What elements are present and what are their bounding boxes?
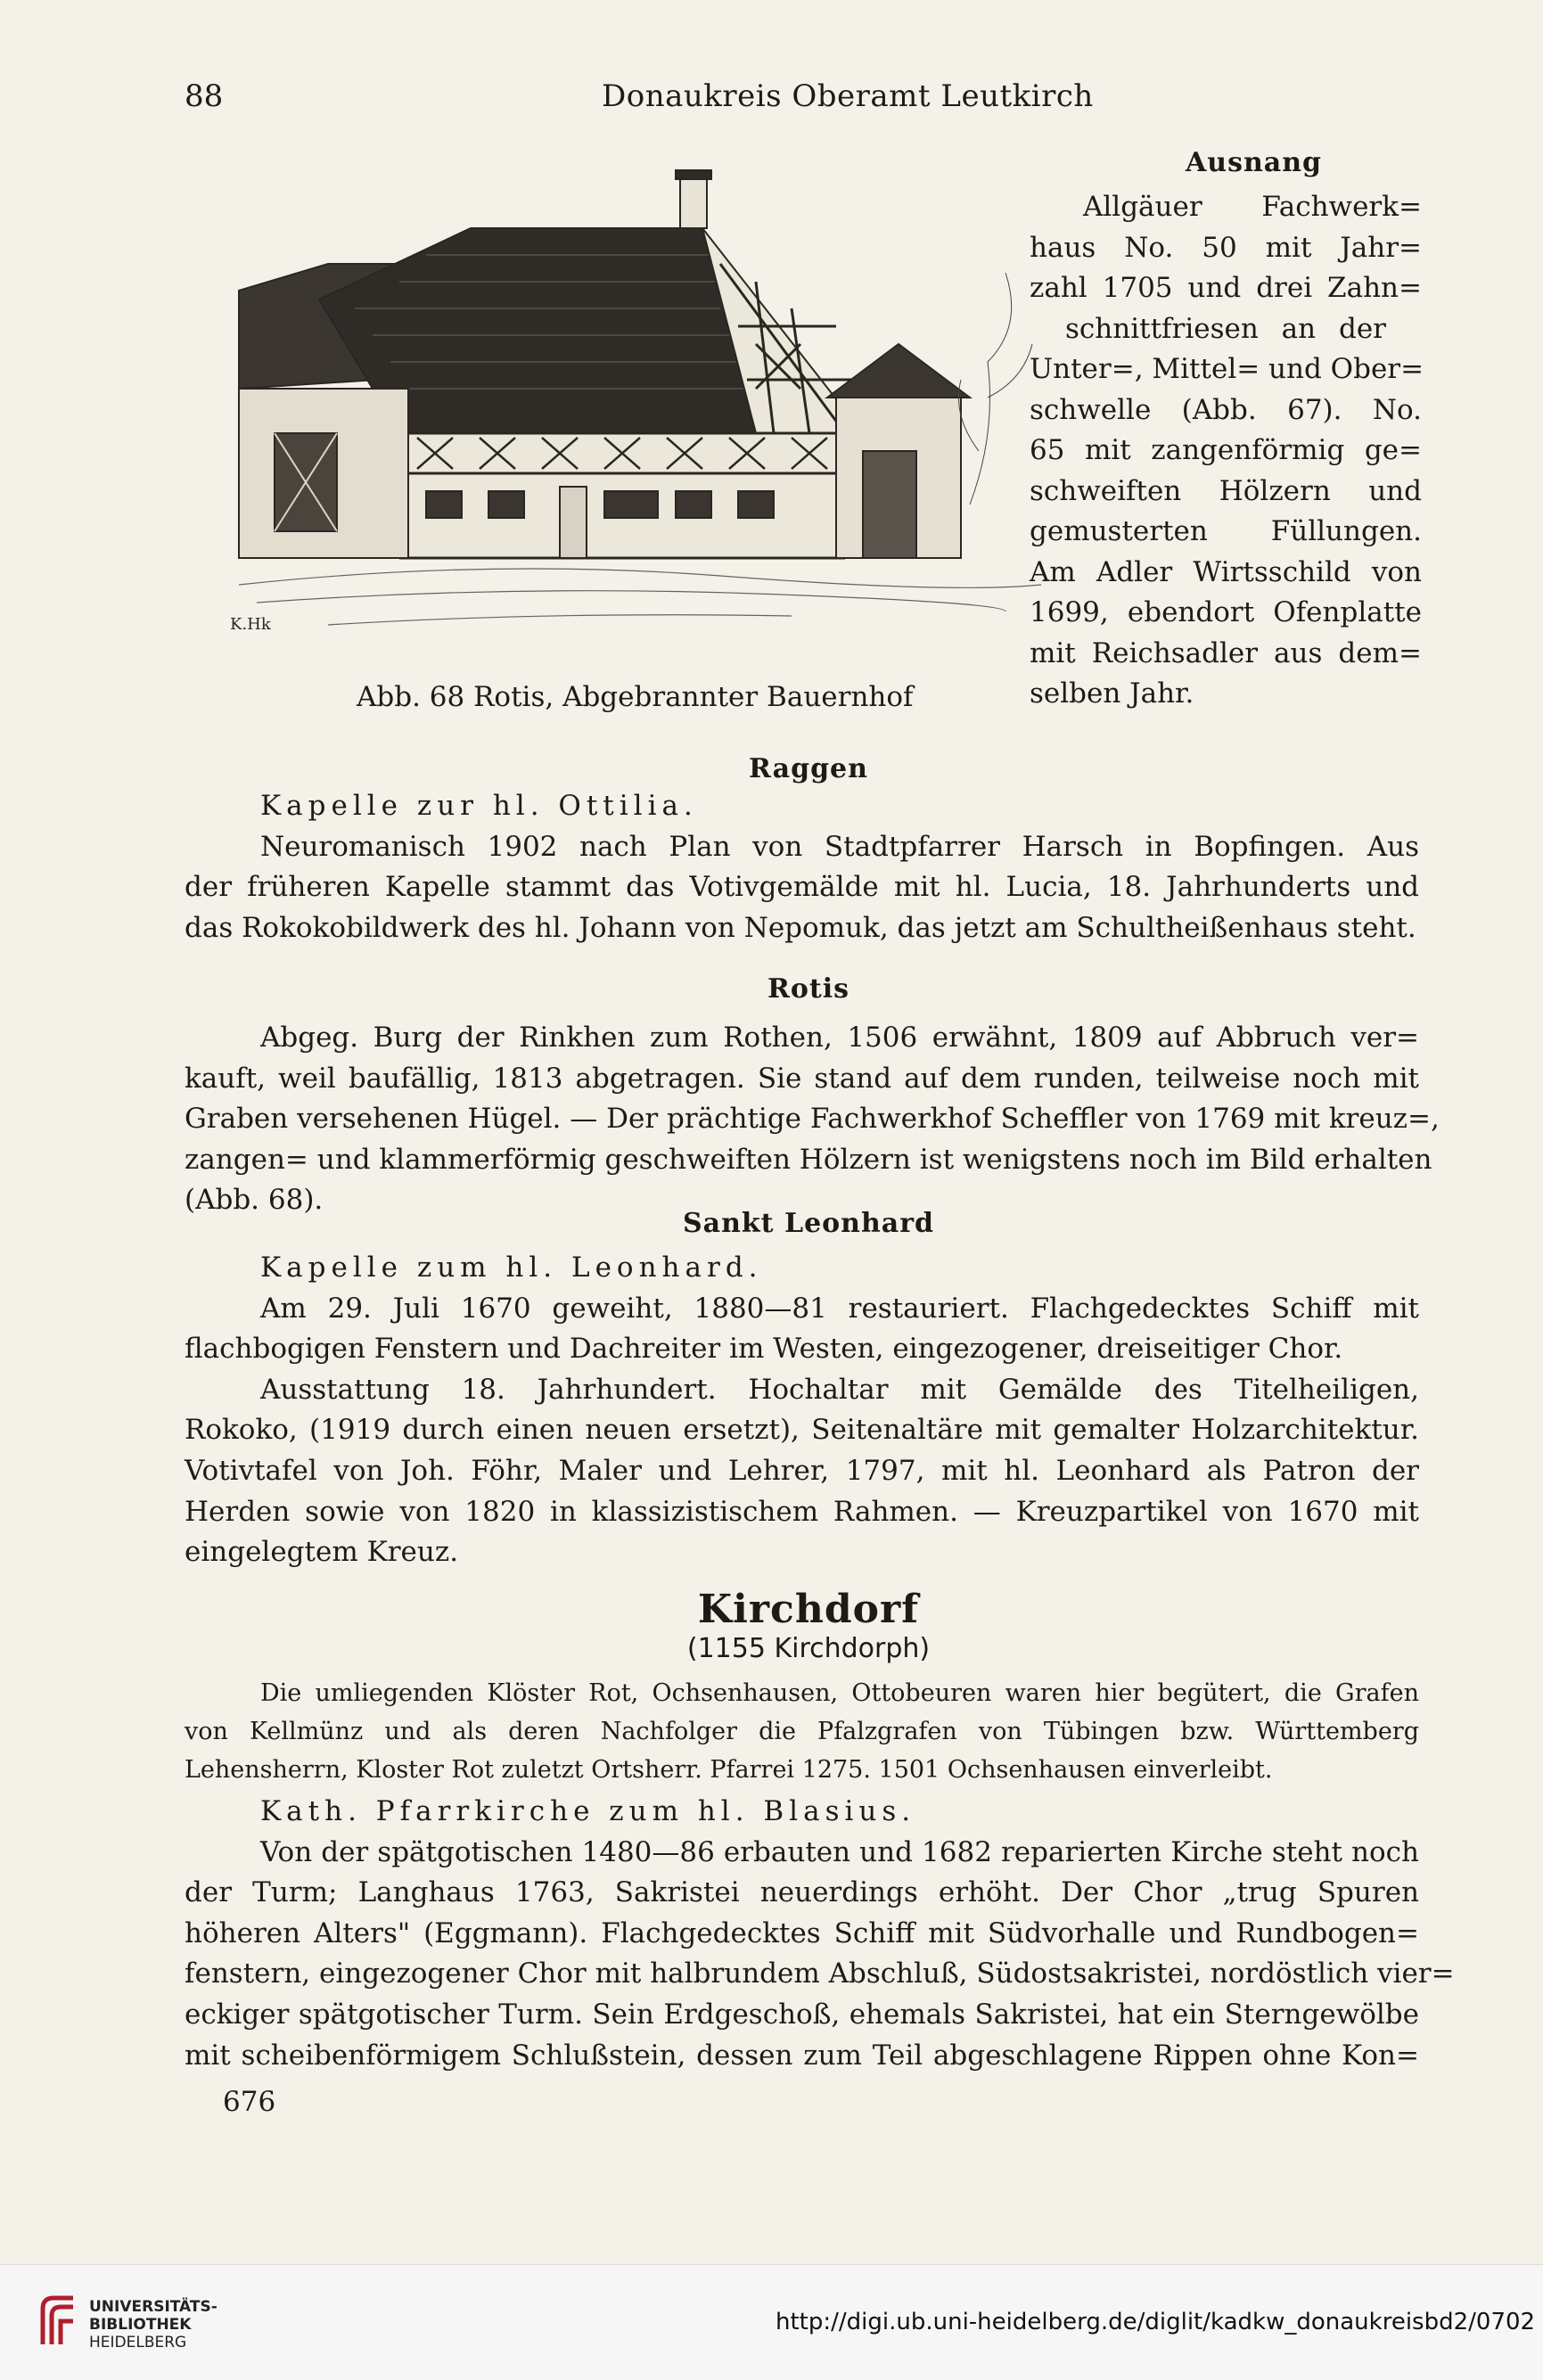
figure-caption: Abb. 68 Rotis, Abgebrannter Bauernhof: [357, 681, 914, 713]
text-line: Neuromanisch 1902 nach Plan von Stadtpfarrer Harsch in Bopfingen. Aus: [260, 830, 1419, 863]
text-line: Unter=, Mittel= und Ober=: [1030, 353, 1424, 385]
farmhouse-illustration: [221, 166, 1041, 665]
source-url-link[interactable]: http://digi.ub.uni-heidelberg.de/diglit/kadkw_donaukreisbd2/0702: [776, 2309, 1536, 2335]
section-heading-ausnang: Ausnang: [1186, 147, 1323, 178]
text-line: eckiger spätgotischer Turm. Sein Erdgeschoß, ehemals Sakristei, hat ein Sterngewölbe: [185, 1998, 1419, 2031]
library-name-line: BIBLIOTHEK: [89, 2316, 192, 2334]
text-line: Rokoko, (1919 durch einen neuen ersetzt), Seitenaltäre mit gemalter Holzarchitektur.: [185, 1414, 1419, 1447]
text-line: Ausstattung 18. Jahrhundert. Hochaltar mit Gemälde des Titelheiligen,: [260, 1373, 1419, 1406]
text-line: kauft, weil baufällig, 1813 abgetragen. Sie stand auf dem runden, teilweise noch mit: [185, 1062, 1419, 1095]
text-line: Kapelle zur hl. Ottilia.: [260, 790, 698, 822]
text-line: zangen= und klammerförmig geschweiften Hölzern ist wenigstens noch im Bild erhalten: [185, 1143, 1432, 1176]
text-line: Am 29. Juli 1670 geweiht, 1880—81 restauriert. Flachgedecktes Schiff mit: [260, 1292, 1419, 1325]
text-line: Von der spätgotischen 1480—86 erbauten und 1682 reparierten Kirche steht noch: [260, 1835, 1419, 1868]
text-line: Abgeg. Burg der Rinkhen zum Rothen, 1506 erwähnt, 1809 auf Abbruch ver=: [260, 1022, 1419, 1054]
text-line: haus No. 50 mit Jahr=: [1030, 231, 1422, 264]
sankt-leonhard-text: [185, 1248, 1419, 1573]
text-line: mit scheibenförmigem Schlußstein, dessen zum Teil abgeschlagene Rippen ohne Kon=: [185, 2039, 1419, 2072]
text-line: 1699, ebendort Ofenplatte: [1030, 596, 1422, 628]
signature-number: 676: [223, 2086, 276, 2118]
text-line: von Kellmünz und als deren Nachfolger die Pfalzgrafen von Tübingen bzw. Württemberg: [185, 1718, 1419, 1745]
ausnang-text: [1030, 187, 1422, 715]
text-line: Votivtafel von Joh. Föhr, Maler und Lehrer, 1797, mit hl. Leonhard als Patron der: [185, 1454, 1419, 1487]
text-line: Allgäuer Fachwerk=: [1083, 191, 1422, 223]
text-line: schnittfriesen an der: [1065, 312, 1386, 345]
section-heading-rotis: Rotis: [767, 973, 850, 1005]
section-subheading-kirchdorf: (1155 Kirchdorph): [686, 1633, 931, 1664]
rotis-text: [185, 1018, 1440, 1221]
text-line: Kapelle zum hl. Leonhard.: [260, 1252, 763, 1284]
text-line: der früheren Kapelle stammt das Votivgemälde mit hl. Lucia, 18. Jahrhunderts und: [185, 871, 1419, 904]
library-name-line: HEIDELBERG: [89, 2334, 187, 2351]
text-line: Graben versehenen Hügel. — Der prächtige Fachwerkhof Scheffler von 1769 mit kreuz=,: [185, 1103, 1440, 1136]
text-line: höheren Alters" (Eggmann). Flachgedecktes Schiff mit Südvorhalle und Rundbogen=: [185, 1916, 1419, 1949]
library-logo-icon: [36, 2291, 80, 2353]
text-line: eingelegtem Kreuz.: [185, 1536, 459, 1569]
text-line: mit Reichsadler aus dem=: [1030, 636, 1422, 669]
text-line: selben Jahr.: [1030, 677, 1194, 710]
kirchdorf-intro: [185, 1674, 1419, 1789]
text-line: Die umliegenden Klöster Rot, Ochsenhausen, Ottobeuren waren hier begütert, die Grafen: [260, 1679, 1419, 1707]
text-line: zahl 1705 und drei Zahn=: [1030, 272, 1422, 304]
text-line: flachbogigen Fenstern und Dachreiter im Westen, eingezogener, dreiseitiger Chor.: [185, 1333, 1343, 1366]
text-line: das Rokokobildwerk des hl. Johann von Nepomuk, das jetzt am Schultheißenhaus steht.: [185, 911, 1416, 944]
page-number: 88: [185, 78, 224, 114]
library-name: [89, 2298, 217, 2351]
text-line: schweiften Hölzern und: [1030, 474, 1422, 507]
text-line: (Abb. 68).: [185, 1184, 324, 1217]
text-line: Lehensherrn, Kloster Rot zuletzt Ortsherr. Pfarrei 1275. 1501 Ochsenhausen einverleibt.: [185, 1756, 1273, 1784]
section-heading-sankt-leonhard: Sankt Leonhard: [682, 1208, 935, 1239]
running-title: Donaukreis Oberamt Leutkirch: [602, 78, 1094, 114]
text-line: schwelle (Abb. 67). No.: [1030, 393, 1422, 426]
text-line: 65 mit zangenförmig ge=: [1030, 434, 1422, 466]
text-line: gemusterten Füllungen.: [1030, 515, 1422, 547]
artist-signature: K.Hk: [230, 615, 271, 634]
text-line: Kath. Pfarrkirche zum hl. Blasius.: [260, 1795, 916, 1827]
section-heading-kirchdorf: Kirchdorf: [697, 1587, 920, 1632]
library-name-line: UNIVERSITÄTS-: [89, 2298, 217, 2316]
raggen-text: [185, 786, 1419, 948]
text-line: fenstern, eingezogener Chor mit halbrundem Abschluß, Südostsakristei, nordöstlich vier=: [185, 1957, 1455, 1990]
text-line: Am Adler Wirtsschild von: [1030, 555, 1422, 588]
section-heading-raggen: Raggen: [749, 753, 868, 784]
text-line: Herden sowie von 1820 in klassizistischem Rahmen. — Kreuzpartikel von 1670 mit: [185, 1495, 1419, 1528]
kirchdorf-text: [185, 1792, 1455, 2076]
text-line: der Turm; Langhaus 1763, Sakristei neuerdings erhöht. Der Chor „trug Spuren: [185, 1876, 1419, 1909]
